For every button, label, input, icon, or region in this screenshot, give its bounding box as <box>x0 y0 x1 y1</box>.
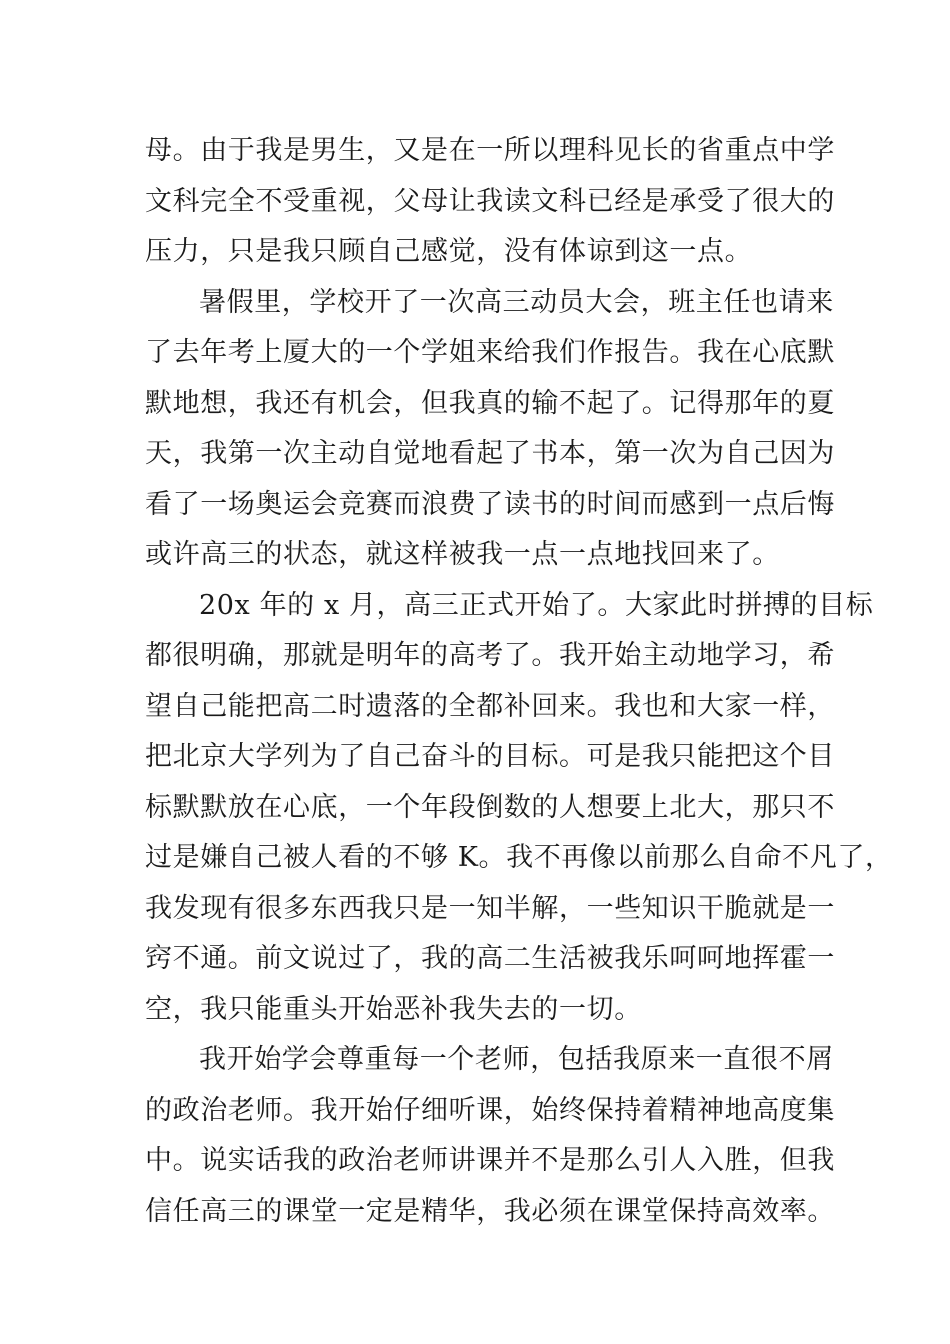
text-line: 看了一场奥运会竞赛而浪费了读书的时间而感到一点后悔 <box>145 488 835 520</box>
text-line: 或许高三的状态，就这样被我一点一点地找回来了。 <box>145 539 780 570</box>
text-line: 窍不通。前文说过了，我的高二生活被我乐呵呵地挥霍一 <box>145 943 835 974</box>
text-line: 过是嫌自己被人看的不够 K。我不再像以前那么自命不凡了， <box>145 842 893 873</box>
text-line: 信任高三的课堂一定是精华，我必须在课堂保持高效率。 <box>145 1195 835 1227</box>
text-line: 中。说实话我的政治老师讲课并不是那么引人入胜，但我 <box>145 1145 835 1176</box>
text-line: 我发现有很多东西我只是一知半解，一些知识干脆就是一 <box>145 892 835 924</box>
text-line: 都很明确，那就是明年的高考了。我开始主动地学习，希 <box>145 640 835 671</box>
text-line: 空，我只能重头开始恶补我失去的一切。 <box>145 993 642 1025</box>
text-line: 望自己能把高二时遗落的全都补回来。我也和大家一样， <box>145 690 835 722</box>
paragraph-start-line: 20x 年的 x 月，高三正式开始了。大家此时拼搏的目标 <box>199 589 874 621</box>
text-line: 压力，只是我只顾自己感觉，没有体谅到这一点。 <box>145 236 753 267</box>
text-line: 的政治老师。我开始仔细听课，始终保持着精神地高度集 <box>145 1094 835 1126</box>
text-line: 母。由于我是男生，又是在一所以理科见长的省重点中学 <box>145 135 835 166</box>
text-line: 默地想，我还有机会，但我真的输不起了。记得那年的夏 <box>145 387 835 419</box>
text-line: 文科完全不受重视，父母让我读文科已经是承受了很大的 <box>145 185 835 217</box>
document-body <box>145 126 893 1237</box>
text-line: 了去年考上厦大的一个学姐来给我们作报告。我在心底默 <box>145 337 835 368</box>
text-line: 把北京大学列为了自己奋斗的目标。可是我只能把这个目 <box>145 741 835 772</box>
text-line: 天，我第一次主动自觉地看起了书本，第一次为自己因为 <box>145 438 835 469</box>
paragraph-start-line: 我开始学会尊重每一个老师，包括我原来一直很不屑 <box>199 1044 834 1075</box>
text-line: 标默默放在心底，一个年段倒数的人想要上北大，那只不 <box>145 791 835 823</box>
paragraph-start-line: 暑假里，学校开了一次高三动员大会，班主任也请来 <box>199 286 834 318</box>
